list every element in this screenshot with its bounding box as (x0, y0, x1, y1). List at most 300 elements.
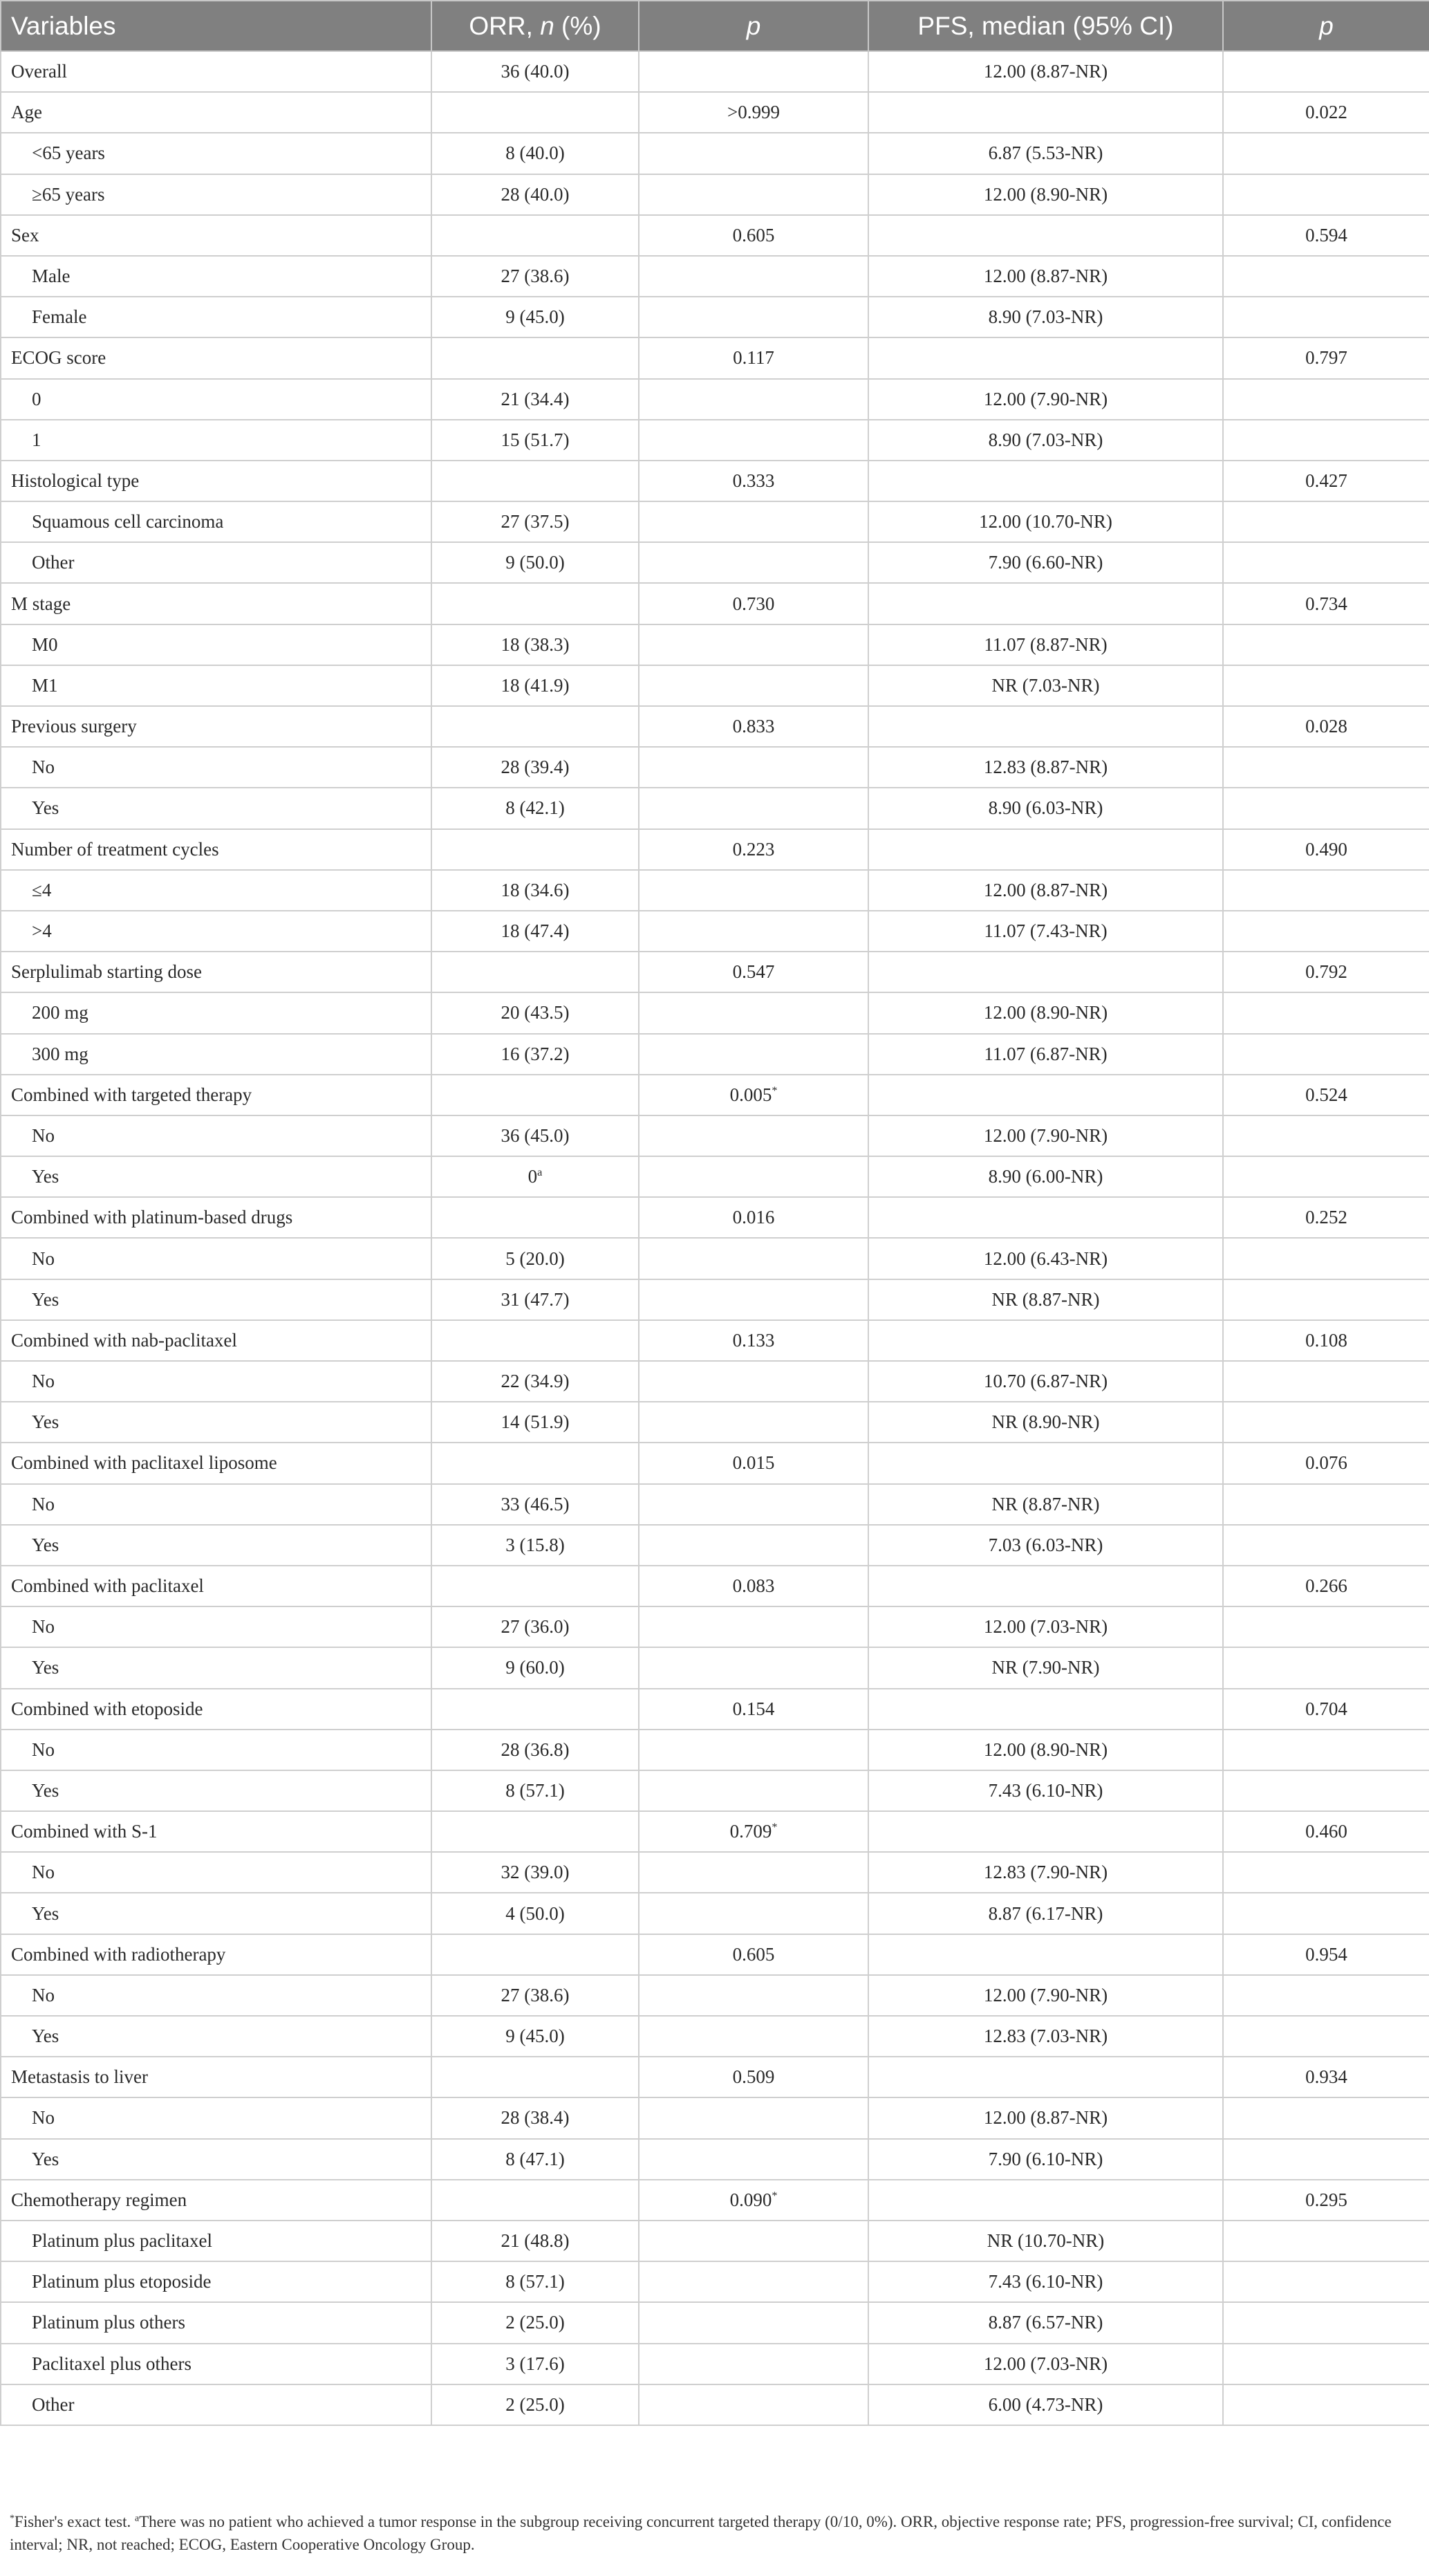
cell-orr (431, 297, 639, 337)
cell-p-orr (639, 2097, 868, 2138)
table-row-subgroup (1, 1156, 1429, 1197)
cell-pfs (868, 1566, 1223, 1606)
cell-pfs (868, 1484, 1223, 1525)
table-row-subgroup (1, 2097, 1429, 2138)
cell-variable-text: No (32, 1739, 55, 1760)
cell-orr (431, 174, 639, 215)
cell-variable (1, 337, 431, 378)
cell-p-pfs (1223, 174, 1429, 215)
cell-pfs-text: 12.00 (7.03-NR) (983, 2353, 1108, 2374)
cell-pfs (868, 92, 1223, 133)
cell-p-orr (639, 1689, 868, 1730)
cell-orr-text: 27 (37.5) (501, 511, 570, 532)
cell-p-orr (639, 1115, 868, 1156)
cell-pfs-text: 12.83 (7.03-NR) (983, 2026, 1108, 2047)
cell-pfs (868, 501, 1223, 542)
cell-orr-text: 9 (45.0) (505, 306, 565, 328)
cell-p-pfs (1223, 2221, 1429, 2261)
cell-pfs-text: 12.00 (7.90-NR) (983, 388, 1108, 409)
cell-variable (1, 952, 431, 992)
cell-pfs (868, 1811, 1223, 1852)
cell-pfs-text: 12.00 (10.70-NR) (979, 511, 1112, 532)
cell-orr-text: 3 (17.6) (505, 2353, 565, 2374)
cell-p-pfs-text: 0.797 (1305, 347, 1347, 369)
cell-variable (1, 420, 431, 461)
cell-orr (431, 1402, 639, 1443)
cell-variable (1, 174, 431, 215)
cell-p-orr (639, 1443, 868, 1483)
cell-p-orr (639, 92, 868, 133)
cell-orr (431, 829, 639, 870)
cell-p-pfs-text: 0.266 (1305, 1575, 1347, 1597)
cell-p-orr (639, 1975, 868, 2016)
cell-variable-text: Other (32, 552, 75, 573)
cell-orr (431, 870, 639, 911)
cell-variable (1, 1811, 431, 1852)
cell-variable-text: ECOG score (11, 347, 106, 369)
cell-pfs-text: 8.90 (7.03-NR) (988, 429, 1103, 450)
cell-orr-text: 8 (40.0) (505, 142, 565, 164)
cell-p-pfs-text: 0.792 (1305, 961, 1347, 983)
cell-variable (1, 1279, 431, 1320)
cell-p-orr-text: 0.083 (732, 1575, 775, 1597)
cell-pfs (868, 1238, 1223, 1279)
cell-p-pfs (1223, 51, 1429, 92)
cell-p-orr (639, 51, 868, 92)
cell-variable (1, 2139, 431, 2180)
cell-variable-text: Number of treatment cycles (11, 838, 219, 860)
table-body (1, 51, 1429, 2425)
cell-p-pfs (1223, 747, 1429, 788)
cell-p-orr (639, 1279, 868, 1320)
table-row-subgroup (1, 624, 1429, 665)
cell-variable (1, 256, 431, 297)
cell-p-pfs (1223, 870, 1429, 911)
cell-pfs (868, 2097, 1223, 2138)
table-row-group (1, 952, 1429, 992)
table-row-group (1, 1197, 1429, 1238)
cell-pfs (868, 1525, 1223, 1566)
cell-p-orr (639, 2016, 868, 2057)
cell-variable-text: Yes (32, 1902, 59, 1924)
table-row-group (1, 2057, 1429, 2097)
cell-pfs (868, 1647, 1223, 1688)
cell-variable (1, 1852, 431, 1893)
cell-pfs-text: NR (8.87-NR) (991, 1493, 1100, 1514)
cell-pfs (868, 420, 1223, 461)
cell-pfs-text: 12.00 (8.87-NR) (983, 2107, 1108, 2129)
cell-variable-text: ≥65 years (32, 183, 105, 205)
cell-orr (431, 1893, 639, 1934)
cell-orr (431, 1361, 639, 1402)
cell-p-pfs (1223, 1647, 1429, 1688)
cell-orr (431, 1566, 639, 1606)
cell-p-orr (639, 297, 868, 337)
cell-p-orr (639, 1647, 868, 1688)
cell-pfs (868, 2221, 1223, 2261)
cell-variable-text: Combined with etoposide (11, 1698, 203, 1719)
cell-orr-text: 14 (51.9) (501, 1411, 570, 1433)
table-row-group (1, 92, 1429, 133)
cell-pfs-text: 12.00 (8.90-NR) (983, 1739, 1108, 1760)
cell-orr (431, 2261, 639, 2302)
cell-orr (431, 133, 639, 174)
cell-p-pfs (1223, 1197, 1429, 1238)
cell-pfs (868, 1156, 1223, 1197)
cell-p-pfs (1223, 829, 1429, 870)
cell-variable (1, 2016, 431, 2057)
cell-p-pfs (1223, 583, 1429, 624)
cell-p-pfs (1223, 1075, 1429, 1115)
cell-variable-text: Histological type (11, 470, 140, 491)
table-row-subgroup (1, 1115, 1429, 1156)
cell-variable (1, 2180, 431, 2221)
cell-pfs-text: 7.03 (6.03-NR) (988, 1534, 1103, 1555)
cell-variable-text: No (32, 757, 55, 778)
cell-orr-text: 18 (38.3) (501, 633, 570, 655)
table-row-group (1, 1934, 1429, 1975)
cell-pfs-text: 12.00 (8.90-NR) (983, 183, 1108, 205)
cell-p-orr (639, 1197, 868, 1238)
cell-pfs-text: NR (8.87-NR) (991, 1288, 1100, 1310)
cell-pfs (868, 1770, 1223, 1811)
table-row-subgroup (1, 1647, 1429, 1688)
cell-p-orr (639, 1484, 868, 1525)
header-orr: ORR, n (%) (431, 1, 639, 51)
table-row-group (1, 215, 1429, 256)
table-row-subgroup (1, 992, 1429, 1033)
cell-p-pfs-text: 0.704 (1305, 1698, 1347, 1719)
cell-p-orr (639, 256, 868, 297)
cell-orr (431, 2057, 639, 2097)
cell-p-orr (639, 952, 868, 992)
cell-orr-superscript: a (537, 1166, 543, 1179)
header-row (1, 1, 1429, 51)
cell-p-orr (639, 1525, 868, 1566)
cell-variable-text: Combined with paclitaxel liposome (11, 1452, 277, 1474)
cell-pfs-text: 8.87 (6.17-NR) (988, 1902, 1103, 1924)
cell-orr-text: 33 (46.5) (501, 1493, 570, 1514)
cell-p-pfs (1223, 420, 1429, 461)
cell-pfs-text: 8.87 (6.57-NR) (988, 2312, 1103, 2333)
cell-p-pfs (1223, 952, 1429, 992)
header-p-pfs: p (1223, 1, 1429, 51)
cell-p-pfs (1223, 1034, 1429, 1075)
cell-p-pfs (1223, 2097, 1429, 2138)
cell-orr-text: 21 (48.8) (501, 2230, 570, 2252)
cell-p-orr (639, 1402, 868, 1443)
cell-pfs-text: 7.90 (6.60-NR) (988, 552, 1103, 573)
cell-p-orr (639, 1852, 868, 1893)
cell-p-pfs (1223, 1320, 1429, 1361)
cell-orr (431, 1689, 639, 1730)
cell-p-orr-superscript: * (772, 1084, 778, 1097)
cell-orr (431, 1279, 639, 1320)
cell-variable (1, 1075, 431, 1115)
cell-p-orr-text: 0.005 (729, 1084, 772, 1105)
table-row-group (1, 1566, 1429, 1606)
cell-pfs (868, 1115, 1223, 1156)
cell-variable-text: No (32, 1616, 55, 1638)
cell-orr (431, 1238, 639, 1279)
cell-p-orr (639, 1075, 868, 1115)
table-row-subgroup (1, 2221, 1429, 2261)
table-row-group (1, 2180, 1429, 2221)
cell-orr (431, 337, 639, 378)
cell-orr (431, 1770, 639, 1811)
cell-variable-text: Serplulimab starting dose (11, 961, 202, 983)
cell-orr-text: 28 (40.0) (501, 183, 570, 205)
cell-pfs (868, 1320, 1223, 1361)
table-row-subgroup (1, 1730, 1429, 1770)
cell-pfs (868, 747, 1223, 788)
cell-orr (431, 1647, 639, 1688)
cell-p-pfs (1223, 2180, 1429, 2221)
cell-orr (431, 1484, 639, 1525)
cell-orr-text: 28 (38.4) (501, 2107, 570, 2129)
cell-orr-text: 2 (25.0) (505, 2312, 565, 2333)
cell-variable (1, 1156, 431, 1197)
cell-pfs-text: NR (8.90-NR) (991, 1411, 1100, 1433)
cell-pfs (868, 1934, 1223, 1975)
cell-pfs (868, 461, 1223, 501)
cell-variable-text: Squamous cell carcinoma (32, 511, 224, 532)
cell-variable (1, 1934, 431, 1975)
cell-p-pfs-text: 0.108 (1305, 1329, 1347, 1351)
table-row-subgroup (1, 256, 1429, 297)
cell-p-pfs (1223, 2016, 1429, 2057)
cell-p-orr-superscript: * (772, 2189, 778, 2202)
cell-orr-text: 4 (50.0) (505, 1902, 565, 1924)
cell-variable (1, 1361, 431, 1402)
cell-variable-text: 300 mg (32, 1043, 88, 1064)
footnote-text-1: Fisher's exact test. (14, 2513, 135, 2530)
cell-variable (1, 870, 431, 911)
cell-p-orr (639, 1361, 868, 1402)
cell-variable-text: Age (11, 102, 42, 123)
cell-pfs-text: 12.00 (7.90-NR) (983, 1984, 1108, 2005)
cell-pfs-text: 12.00 (6.43-NR) (983, 1248, 1108, 1269)
cell-variable-text: Yes (32, 797, 59, 819)
table-row-subgroup (1, 1852, 1429, 1893)
cell-orr-text: 27 (38.6) (501, 1984, 570, 2005)
cell-variable-text: 1 (32, 429, 41, 450)
cell-orr (431, 1320, 639, 1361)
cell-variable-text: Yes (32, 1166, 59, 1187)
cell-pfs-text: 12.00 (8.87-NR) (983, 61, 1108, 82)
table-row-subgroup (1, 1893, 1429, 1934)
cell-p-orr (639, 1811, 868, 1852)
cell-variable (1, 542, 431, 583)
cell-orr (431, 624, 639, 665)
cell-p-pfs (1223, 992, 1429, 1033)
cell-variable-text: Metastasis to liver (11, 2066, 148, 2088)
cell-pfs (868, 51, 1223, 92)
cell-variable (1, 1566, 431, 1606)
cell-orr (431, 911, 639, 952)
cell-p-orr (639, 829, 868, 870)
cell-orr-text: 8 (57.1) (505, 1779, 565, 1801)
cell-variable (1, 1689, 431, 1730)
table-row-group (1, 461, 1429, 501)
cell-variable-text: Yes (32, 2026, 59, 2047)
cell-p-orr (639, 2221, 868, 2261)
cell-orr (431, 706, 639, 747)
cell-orr-text: 9 (50.0) (505, 552, 565, 573)
cell-variable (1, 1115, 431, 1156)
cell-p-pfs (1223, 706, 1429, 747)
cell-p-orr-text: 0.016 (732, 1207, 775, 1228)
cell-p-pfs (1223, 2261, 1429, 2302)
cell-p-orr-text: 0.709 (729, 1821, 772, 1842)
cell-orr (431, 747, 639, 788)
cell-p-orr-text: 0.223 (732, 838, 775, 860)
cell-variable (1, 1320, 431, 1361)
table-row-group (1, 1443, 1429, 1483)
cell-variable-text: No (32, 1124, 55, 1146)
cell-pfs-text: 11.07 (7.43-NR) (984, 920, 1108, 942)
cell-pfs (868, 665, 1223, 706)
cell-variable (1, 2344, 431, 2384)
cell-pfs (868, 2302, 1223, 2343)
cell-orr-text: 27 (36.0) (501, 1616, 570, 1638)
cell-p-pfs (1223, 2057, 1429, 2097)
cell-pfs-text: 6.00 (4.73-NR) (988, 2393, 1103, 2415)
cell-variable (1, 379, 431, 420)
cell-pfs-text: 11.07 (6.87-NR) (984, 1043, 1108, 1064)
cell-orr-text: 8 (42.1) (505, 797, 565, 819)
cell-orr-text: 21 (34.4) (501, 388, 570, 409)
cell-variable-text: No (32, 1984, 55, 2005)
cell-p-pfs-text: 0.954 (1305, 1943, 1347, 1965)
cell-p-pfs-text: 0.460 (1305, 1821, 1347, 1842)
cell-pfs-text: 12.00 (7.90-NR) (983, 1124, 1108, 1146)
cell-pfs-text: 12.00 (7.03-NR) (983, 1616, 1108, 1638)
cell-orr (431, 501, 639, 542)
cell-p-orr (639, 2344, 868, 2384)
cell-variable (1, 501, 431, 542)
cell-orr (431, 992, 639, 1033)
cell-p-pfs (1223, 1402, 1429, 1443)
cell-orr-text: 16 (37.2) (501, 1043, 570, 1064)
cell-p-pfs (1223, 379, 1429, 420)
table-row-subgroup (1, 2302, 1429, 2343)
cell-p-orr (639, 665, 868, 706)
cell-pfs (868, 829, 1223, 870)
cell-p-orr-text: 0.547 (732, 961, 775, 983)
cell-pfs (868, 256, 1223, 297)
cell-p-orr (639, 501, 868, 542)
cell-pfs-text: NR (10.70-NR) (987, 2230, 1105, 2252)
cell-pfs-text: 6.87 (5.53-NR) (988, 142, 1103, 164)
cell-orr (431, 1975, 639, 2016)
cell-orr (431, 1156, 639, 1197)
cell-pfs (868, 1852, 1223, 1893)
table-row-subgroup (1, 2139, 1429, 2180)
cell-orr (431, 583, 639, 624)
cell-pfs (868, 788, 1223, 828)
cell-orr (431, 2221, 639, 2261)
cell-orr (431, 2097, 639, 2138)
cell-variable-text: No (32, 2107, 55, 2129)
cell-variable (1, 133, 431, 174)
cell-pfs (868, 1402, 1223, 1443)
cell-pfs (868, 1197, 1223, 1238)
cell-variable-text: No (32, 1862, 55, 1883)
cell-p-pfs (1223, 788, 1429, 828)
cell-variable-text: Combined with platinum-based drugs (11, 1207, 293, 1228)
cell-pfs (868, 2057, 1223, 2097)
cell-variable-text: Platinum plus etoposide (32, 2271, 212, 2292)
cell-p-orr (639, 337, 868, 378)
cell-orr (431, 2384, 639, 2425)
cell-variable (1, 1730, 431, 1770)
cell-p-pfs (1223, 297, 1429, 337)
cell-pfs (868, 1443, 1223, 1483)
cell-p-pfs (1223, 2302, 1429, 2343)
cell-variable-text: M stage (11, 593, 71, 614)
cell-pfs (868, 1893, 1223, 1934)
cell-variable (1, 1443, 431, 1483)
cell-pfs (868, 1606, 1223, 1647)
cell-orr-text: 22 (34.9) (501, 1371, 570, 1392)
footnote-text-2: There was no patient who achieved a tumor response in the subgroup receiving concurrent targeted therapy (0/10, 0%). ORR, objective response rate; PFS, progression-free survival; CI, confidence interval; NR, not reached; ECOG, Eastern Cooperative Oncology Group. (10, 2513, 1392, 2553)
cell-p-pfs (1223, 1934, 1429, 1975)
cell-p-pfs (1223, 2384, 1429, 2425)
table-row-group (1, 51, 1429, 92)
cell-p-orr (639, 624, 868, 665)
cell-pfs (868, 379, 1223, 420)
cell-pfs (868, 2139, 1223, 2180)
cell-variable (1, 1238, 431, 1279)
cell-p-pfs (1223, 133, 1429, 174)
cell-orr (431, 1934, 639, 1975)
cell-orr (431, 2139, 639, 2180)
cell-orr (431, 2016, 639, 2057)
cell-variable (1, 2261, 431, 2302)
cell-p-orr (639, 1238, 868, 1279)
cell-variable (1, 2384, 431, 2425)
table-row-subgroup (1, 297, 1429, 337)
table-row-subgroup (1, 379, 1429, 420)
cell-variable-text: Sex (11, 224, 39, 245)
cell-variable (1, 1975, 431, 2016)
table-row-subgroup (1, 174, 1429, 215)
cell-p-orr-text: 0.605 (732, 1943, 775, 1965)
cell-variable-text: Combined with S-1 (11, 1821, 158, 1842)
cell-pfs-text: 12.00 (8.87-NR) (983, 266, 1108, 287)
cell-p-pfs-text: 0.022 (1305, 102, 1347, 123)
cell-p-pfs (1223, 1361, 1429, 1402)
cell-p-pfs-text: 0.028 (1305, 716, 1347, 737)
table-row-group (1, 1320, 1429, 1361)
cell-pfs (868, 1975, 1223, 2016)
cell-variable-text: Combined with nab-paclitaxel (11, 1329, 237, 1351)
cell-p-orr-text: 0.509 (732, 2066, 775, 2088)
cell-pfs (868, 1361, 1223, 1402)
cell-p-orr (639, 133, 868, 174)
header-p-orr: p (639, 1, 868, 51)
cell-variable-text: M0 (32, 633, 58, 655)
cell-variable (1, 829, 431, 870)
cell-pfs (868, 1034, 1223, 1075)
cell-pfs-text: 12.00 (8.87-NR) (983, 879, 1108, 900)
cell-pfs (868, 1689, 1223, 1730)
cell-variable (1, 2302, 431, 2343)
cell-variable (1, 583, 431, 624)
cell-p-pfs (1223, 1730, 1429, 1770)
cell-orr (431, 92, 639, 133)
